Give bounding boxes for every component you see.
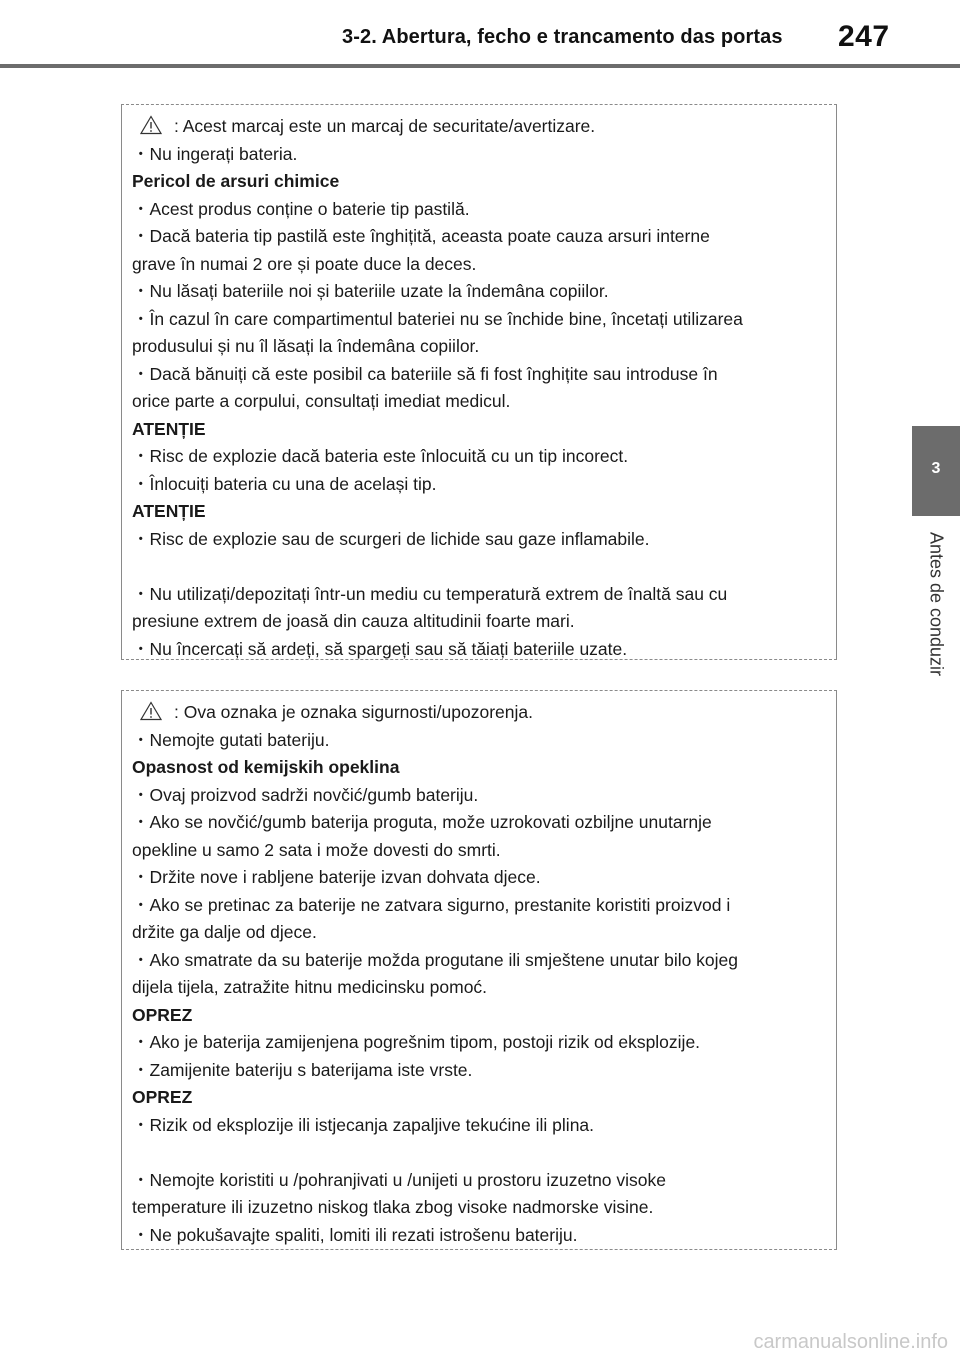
warning-heading: OPREZ — [132, 1004, 193, 1025]
warning-intro-line — [132, 699, 826, 727]
warning-text-line: ・Acest produs conține o baterie tip pastilă. — [132, 198, 470, 219]
warning-text-line: ・Nu utilizați/depozitați într-un mediu cu temperatură extrem de înaltă sau cu — [132, 583, 728, 604]
warning-text-line: ・Nemojte gutati bateriju. — [132, 729, 330, 750]
warning-heading: Pericol de arsuri chimice — [132, 171, 340, 191]
warning-triangle-icon — [140, 115, 162, 135]
warning-text-line: ・Držite nove i rabljene baterije izvan dohvata djece. — [132, 867, 541, 887]
warning-text-line: ・Ako se novčić/gumb baterija proguta, može uzrokovati ozbiljne unutarnje — [132, 812, 712, 832]
warning-text-line: ・Înlocuiți bateria cu una de același tip. — [132, 473, 437, 494]
warning-intro-text: : Ova oznaka je oznaka sigurnosti/upozorenja. — [174, 702, 533, 722]
warning-text-line: držite ga dalje od djece. — [132, 922, 317, 942]
warning-text-line: ・Ako je baterija zamijenjena pogrešnim tipom, postoji rizik od eksplozije. — [132, 1032, 701, 1052]
warning-text-line: ・Ako smatrate da su baterije možda progutane ili smještene unutar bilo kojeg — [132, 949, 739, 970]
warning-lines — [132, 727, 826, 1250]
chapter-tab[interactable] — [912, 426, 960, 516]
warning-box-romanian — [121, 104, 837, 660]
header-divider — [0, 64, 960, 68]
warning-text-line: dijela tijela, zatražite hitnu medicinsku pomoć. — [132, 977, 488, 997]
warning-intro-line — [132, 113, 826, 141]
warning-text-line: ・Risc de explozie sau de scurgeri de lichide sau gaze inflamabile. — [132, 528, 650, 549]
warning-text-line: opekline u samo 2 sata i može dovesti do smrti. — [132, 839, 501, 860]
warning-triangle-icon — [140, 701, 162, 721]
warning-text-line: ・Risc de explozie dacă bateria este înlocuită cu un tip incorect. — [132, 446, 629, 466]
warning-text-line: ・Ako se pretinac za baterije ne zatvara sigurno, prestanite koristiti proizvod i — [132, 894, 731, 915]
section-title: 3-2. Abertura, fecho e trancamento das portas — [342, 26, 783, 48]
chapter-label: Antes de conduzir — [926, 531, 947, 677]
warning-text-line: ・Nemojte koristiti u /pohranjivati u /unijeti u prostoru izuzetno visoke — [132, 1169, 666, 1190]
warning-text-line: presiune extrem de joasă din cauza altitudinii foarte mari. — [132, 611, 575, 631]
blank-line — [132, 553, 826, 581]
warning-text-line: ・Zamijenite bateriju s baterijama iste vrste. — [132, 1059, 473, 1080]
warning-heading: ATENȚIE — [132, 418, 206, 439]
warning-text-line: ・Nu ingerați bateria. — [132, 143, 298, 164]
warning-intro-text: : Acest marcaj este un marcaj de securitate/avertizare. — [174, 116, 596, 136]
warning-text-line: ・Dacă bănuiți că este posibil ca bateriile să fi fost înghițite sau introduse în — [132, 363, 718, 384]
watermark: carmanualsonline.info — [753, 1331, 948, 1353]
warning-text-line: ・Nu încercați să ardeți, să spargeți sau să tăiați bateriile uzate. — [132, 638, 628, 659]
page-number: 247 — [838, 20, 890, 53]
chapter-tab-number: 3 — [931, 460, 941, 477]
warning-heading: OPREZ — [132, 1087, 193, 1107]
warning-text-line: ・Ne pokušavajte spaliti, lomiti ili rezati istrošenu bateriju. — [132, 1224, 578, 1245]
blank-line — [132, 1139, 826, 1167]
warning-text-line: ・Ovaj proizvod sadrži novčić/gumb bateriju. — [132, 784, 479, 805]
warning-text-line: ・Rizik od eksplozije ili istjecanja zapaljive tekućine ili plina. — [132, 1114, 595, 1135]
warning-text-line: ・Nu lăsați bateriile noi și bateriile uzate la îndemâna copiilor. — [132, 281, 609, 301]
warning-text-line: produsului și nu îl lăsați la îndemâna copiilor. — [132, 336, 480, 356]
warning-text-line: ・Dacă bateria tip pastilă este înghițită, aceasta poate cauza arsuri interne — [132, 226, 710, 246]
warning-box-croatian — [121, 690, 837, 1250]
warning-text-line: orice parte a corpului, consultați imediat medicul. — [132, 391, 511, 411]
warning-text-line: temperature ili izuzetno niskog tlaka zbog visoke nadmorske visine. — [132, 1197, 654, 1217]
warning-heading: Opasnost od kemijskih opeklina — [132, 757, 400, 777]
warning-lines — [132, 141, 826, 664]
warning-text-line: ・În cazul în care compartimentul bateriei nu se închide bine, încetați utilizarea — [132, 308, 743, 329]
warning-heading: ATENȚIE — [132, 501, 206, 521]
warning-text-line: grave în numai 2 ore și poate duce la deces. — [132, 253, 477, 274]
